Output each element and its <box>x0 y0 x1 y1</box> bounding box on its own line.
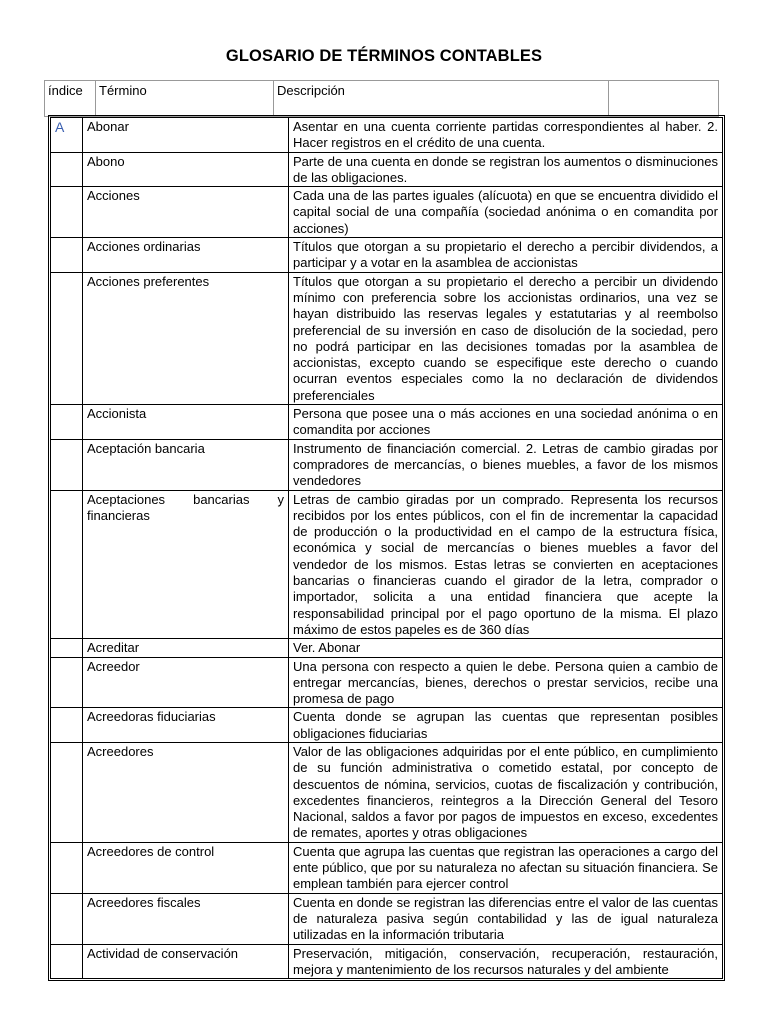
term-cell: Abonar <box>83 118 289 153</box>
index-cell <box>51 639 83 657</box>
index-cell <box>51 272 83 404</box>
table-row <box>51 238 723 273</box>
index-cell <box>51 152 83 187</box>
term-cell: Accionista <box>83 405 289 440</box>
header-extra <box>609 81 719 117</box>
table-row <box>51 490 723 639</box>
term-cell: Aceptaciones bancarias y financieras <box>83 490 289 639</box>
header-descripcion: Descripción <box>274 81 609 117</box>
table-row <box>51 944 723 979</box>
index-cell <box>51 893 83 944</box>
index-cell <box>51 405 83 440</box>
description-cell: Ver. Abonar <box>289 639 723 657</box>
description-cell: Preservación, mitigación, conservación, recuperación, restauración, mejora y mantenimiento de los recursos naturales y del ambiente <box>289 944 723 979</box>
header-termino: Término <box>96 81 274 117</box>
term-cell: Acreditar <box>83 639 289 657</box>
header-table <box>44 80 719 117</box>
term-cell: Acciones preferentes <box>83 272 289 404</box>
description-cell: Una persona con respecto a quien le debe. Persona quien a cambio de entregar mercancías, bienes, derechos o prestar servicios, recibe una promesa de pago <box>289 657 723 708</box>
description-cell: Persona que posee una o más acciones en una sociedad anónima o en comandita por acciones <box>289 405 723 440</box>
glossary-table <box>50 117 723 979</box>
table-row <box>51 439 723 490</box>
index-cell <box>51 657 83 708</box>
index-cell <box>51 842 83 893</box>
table-row <box>51 118 723 153</box>
description-cell: Parte de una cuenta en donde se registran los aumentos o disminuciones de las obligaciones. <box>289 152 723 187</box>
term-cell: Aceptación bancaria <box>83 439 289 490</box>
index-cell <box>51 238 83 273</box>
term-cell: Acreedores de control <box>83 842 289 893</box>
description-cell: Cuenta que agrupa las cuentas que registran las operaciones a cargo del ente público, que por su naturaleza no afectan su situación financiera. Se emplean también para ejercer control <box>289 842 723 893</box>
description-cell: Asentar en una cuenta corriente partidas correspondientes al haber. 2. Hacer registros en el crédito de una cuenta. <box>289 118 723 153</box>
index-cell <box>51 944 83 979</box>
index-cell <box>51 490 83 639</box>
term-cell: Acreedores fiscales <box>83 893 289 944</box>
index-cell: A <box>51 118 83 153</box>
description-cell: Instrumento de financiación comercial. 2. Letras de cambio giradas por compradores de mercancías, o bienes muebles, a favor de los mismos vendedores <box>289 439 723 490</box>
table-row <box>51 842 723 893</box>
table-row <box>51 405 723 440</box>
header-indice: índice <box>45 81 96 117</box>
term-cell: Acciones <box>83 187 289 238</box>
description-cell: Cuenta donde se agrupan las cuentas que representan posibles obligaciones fiduciarias <box>289 708 723 743</box>
index-cell <box>51 187 83 238</box>
table-row <box>51 152 723 187</box>
description-cell: Cuenta en donde se registran las diferencias entre el valor de las cuentas de naturaleza pasiva según contabilidad y las de igual naturaleza utilizadas en la información tributaria <box>289 893 723 944</box>
page-title: GLOSARIO DE TÉRMINOS CONTABLES <box>225 47 543 65</box>
table-row <box>51 187 723 238</box>
table-row <box>51 657 723 708</box>
description-cell: Letras de cambio giradas por un comprado. Representa los recursos recibidos por los entes públicos, con el fin de incrementar la capacidad de producción o la productividad en el campo de la estructura física, económica y social de mercancías o bienes muebles a favor del vendedor de los mismos. Estas letras se convierten en aceptaciones bancarias o financieras cuando el girador de la letra, comprador o importador, solicita a una entidad financiera que acepte la responsabilidad principal por el pago oportuno de la misma. El plazo máximo de estos papeles es de 360 días <box>289 490 723 639</box>
table-row <box>51 893 723 944</box>
description-cell: Títulos que otorgan a su propietario el derecho a percibir dividendos, a participar y a votar en la asamblea de accionistas <box>289 238 723 273</box>
description-cell: Cada una de las partes iguales (alícuota) en que se encuentra dividido el capital social de una compañía (sociedad anónima o en comandita por acciones) <box>289 187 723 238</box>
table-row <box>51 272 723 404</box>
term-cell: Acreedores <box>83 742 289 842</box>
term-cell: Acreedoras fiduciarias <box>83 708 289 743</box>
index-cell <box>51 708 83 743</box>
table-row <box>51 742 723 842</box>
description-cell: Valor de las obligaciones adquiridas por el ente público, en cumplimiento de su función administrativa o cometido estatal, por concepto de descuentos de nómina, servicios, cuotas de fiscalización y contribución, excedentes financieros, reintegros a la Dirección General del Tesoro Nacional, saldos a favor por pagos de impuestos en exceso, excedentes de remates, aportes y otras obligaciones <box>289 742 723 842</box>
term-cell: Acciones ordinarias <box>83 238 289 273</box>
index-cell <box>51 742 83 842</box>
description-cell: Títulos que otorgan a su propietario el derecho a percibir un dividendo mínimo con preferencia sobre los accionistas ordinarios, una vez se hayan distribuido las reservas legales y estatutarias y al reembolso preferencial de su inversión en caso de disolución de la sociedad, pero no podrá participar en las decisiones tomadas por la asamblea de accionistas, excepto cuando se especifique este derecho o cuando ocurran eventos especiales como la no declaración de dividendos preferenciales <box>289 272 723 404</box>
table-row <box>51 708 723 743</box>
index-cell <box>51 439 83 490</box>
table-row <box>51 639 723 657</box>
term-cell: Acreedor <box>83 657 289 708</box>
term-cell: Abono <box>83 152 289 187</box>
term-cell: Actividad de conservación <box>83 944 289 979</box>
